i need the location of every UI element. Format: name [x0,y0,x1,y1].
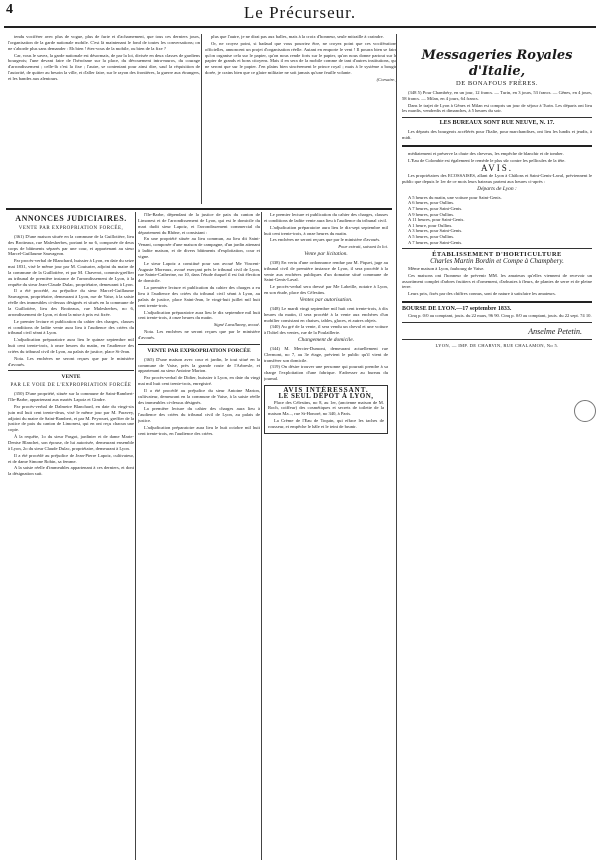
departure-row [402,240,592,246]
annonce-paragraph: Par procès-verbal de Blanchard, huissier à Lyon, en date du seize mai 1831, visé le même jour par M. Couturier, adjoint du maire de la commune de la Guillotière, et par M. Chaverot, commis-greffier au tribunal de première instance de l'arrondissement de Lyon, à la requête du sieur Jean-Claude Dulac, propriétaire, demeurant à Lyon. [8,258,134,287]
etablissement-paragraph: Leurs prix, fixés par des chiffres connus, sont de nature à satisfaire les amateurs. [408,291,556,297]
annonces-header: ANNONCES JUDICIAIRES. [15,214,127,223]
column-divider [261,212,262,860]
messageries-subheading: DE BONAFOUS FRÈRES. [456,80,538,87]
annonce-paragraph: A la saisie réelle d'immeubles appartenant à ces derniers, et dont la désignation suit. [8,465,134,477]
section-rule [6,208,392,210]
annonce-paragraph: (348) Le mardi vingt septembre mil huit cent trente-trois, à dix heures du matin, il sera procédé à la vente aux enchères d'un mobilier consistant en chaises, tables, glaces, et autres objets. [264,305,388,323]
annonce-paragraph: En une propriété située au lieu commun, au lieu dit Saint-Venant, composée d'une maison de campagne, d'un jardin attenant à ladite maison, et de divers bâtiments d'exploitation, cour et vigne. [138,236,260,259]
annonce-paragraph: (365) D'une maison avec cour et jardin, le tout situé en la commune de Vaise, près la grande route de l'Arbresle, et appartenant au sieur Antoine Marion. [138,356,260,374]
bourse-paragraph: Cinq p. 0/0 au comptant, jouis. du 22 mars, 96 90. Cinq p. 0/0 au comptant, jouis. du 22 sept. 74 10. [408,312,592,318]
annonce-paragraph: Par procès-verbal de Dalmeire Blanchard, en date du vingt-six juin mil huit cent trente-deux, visé le même jour par M. Paravey, adjoint du maire de Saint-Rambert, et par M. Peyrouet, greffier de la justice de paix du canton de Limonest, qui en ont reçu chacun une copie. [8,403,134,433]
messageries-paragraph: Les départs des bourgeois accélérés pour l'Italie, pour marchandises, ont lieu les lundis et jeudis, à midi. [402,129,592,140]
annonce-paragraph: (319) On désire trouver une personne qui pourrait prendre à sa charge l'exploitation d'une fabrique. S'adresser au bureau du journal. [264,364,388,382]
masthead-rule [4,26,596,28]
annonce-paragraph: Nota. Les enchères ne seront reçues que par le ministère d'avoués. [8,355,134,367]
annonce-paragraph: L'adjudication préparatoire aura lieu le dix septembre mil huit cent trente-trois, à onze heures du matin. [138,309,260,321]
divider [138,344,260,345]
annonce-paragraph: l'Ile-Barbe, dépendant de la justice de paix du canton de Limonest et de l'arrondissement de Lyon, qui est le domicile du mari dudit sieur Lapoiz, et l'arrondissement commercial du département du Rhône, et consistant : [138,212,260,235]
vente-header: VENTE PAR EXPROPRIATION FORCÉE [147,347,251,354]
departures-heading: Départs de Lyon : [477,185,517,192]
messageries-column [402,34,592,860]
divider [402,339,592,340]
divider [8,370,134,371]
annonce-paragraph: Pour extrait, suivant la loi. [338,244,388,250]
messageries-paragraph: Dans le trajet de Lyon à Gênes et Milan est compris un jour de séjour à Turin. Les départs ont lieu les mardis, vendredis et dimanches, à 5 heures du soir. [402,102,592,114]
avis-interessant-header: AVIS INTÉRESSANT. [283,385,369,394]
annonce-paragraph: L'adjudication préparatoire aura lieu le quinze septembre mil huit cent trente-trois, à onze heures du matin, en l'audience des criées du tribunal civil de Lyon, au palais de justice, place St-Jean. [8,337,134,354]
annonce-paragraph: Nota. Les enchères ne seront reçues que par le ministère d'avoués. [138,329,260,340]
annonce-paragraph: Les enchères ne seront reçues que par le ministère d'avoués. [270,237,381,243]
avis-paragraph: La Crème de l'Eau de Toquin, qui efface les taches de rousseur, et empêche le hâle et le teint de brunir. [268,418,384,429]
divider [402,145,592,147]
top-column-left [8,34,200,204]
annonces-column [8,212,134,860]
divider [402,301,592,303]
vente-header: VENTE [61,374,81,381]
messageries-paragraph: (348 5) Pour Chambéry, en un jour, 12 francs. — Turin, en 3 jours, 53 francs. — Gênes, en 4 jours, 58 francs. — Milan, en 4 jours, 64 francs. [402,89,592,101]
vente-licitation-header: Vente par licitation. [304,251,348,258]
avis-paragraph: Les propriétaires des ECOSSAISES, allant de Lyon à Châlons et Saint-Genis-Laval, préviennent le public que depuis le 1er de ce mois leurs bateaux partent aux heures ci-après : [402,173,592,185]
annonce-paragraph: La première lecture et publication du cahier des charges a eu lieu à l'audience des criées du tribunal civil séant à Lyon, au palais de justice, place Saint-Jean, le vingt-huit juillet mil huit cent trente-trois. [138,285,260,308]
article-paragraph: Or, ne croyez point, si badaud que vous pourriez être, ne croyez point que ces vociférations officielles, annoncent un projet d'organisation réelle. Autant en emporte le vent ! Il pourra bien se faire qu'on organise cela sur le papier, qu'on nous rende forts sur le papier, qu'on nous donne partout sur le papier de grands et bons citoyens. Mais il en sera de la mobile comme de tant d'autres institutions, qui ne seront que sur le papier. J'en plains bien sincèrement le prince royal ; mais à le système a bougie dorée, je crains bien que ce glaire militaire ne soit jamais qu'une feuille volante. [205,40,397,76]
departure-text: A 1 heure, pour Oullins. [408,222,453,228]
avis-heading: AVIS. [480,163,514,174]
middle-column [138,212,260,860]
annonce-paragraph: L'adjudication préparatoire aura lieu le dix-sept septembre mil huit cent trente-trois, à onze heures du matin. [264,224,388,236]
article-source: (Corsaire.) [376,76,397,82]
etablissement-paragraph: Même maison à Lyon, faubourg de Vaise. [408,265,485,271]
vente-subheader: PAR LE VOIE DE L'EXPROPRIATION FORCÉE [10,383,132,389]
departure-text: A 3 heures, pour Saint-Genis. [408,228,463,234]
top-column-right [205,34,397,204]
annonce-paragraph: (350) D'une propriété, située sur la commune de Saint-Rambert-l'Ile-Barbe, appartenant aux mariés Lapoiz et Gindre. [8,391,134,403]
newspaper-title: Le Précurseur. [243,3,357,22]
annonce-paragraph: (361) D'une maison située en la commune de la Guillotière, lieu des Brotteaux, rue Malesherbes, portant le no 6, composée de deux corps de bâtiments séparés par une cour, et appartenant au sieur Marcel-Guillaume Sauvageon. [8,233,134,257]
annonce-paragraph: Le premier lecture et publication du cahier des charges, clauses et conditions de ladite vente aura lieu à l'audience des criées du tribunal civil séant à Lyon. [8,318,134,336]
column-divider [135,212,136,860]
annonce-paragraph: Le procès-verbal sera dressé par Me Labeille, notaire à Lyon, en son étude, place des Célestins. [264,284,388,296]
departure-text: A 5 heures du matin, une voiture pour Saint-Genis. [408,194,502,200]
annonce-paragraph: Il a été procédé, au préjudice du sieur Marcel-Guillaume Sauvageon, propriétaire, demeurant à Lyon, rue de Vaise, à la saisie réelle des immeubles ci-dessus désignés et situés en la commune de la Guillotière, lieu des Brotteaux, rue Malesherbes, no 6, arrondissement de Lyon, et dont la mise à prix est fixée. [8,288,134,317]
page-number: 4 [6,2,13,17]
divider [402,248,592,249]
annonce-paragraph: Il a été procédé au préjudice du sieur Antoine Marion, cultivateur, demeurant en la commune de Vaise, à la saisie réelle des immeubles ci-dessus désignés. [138,387,260,405]
changement-domicile-header: Changement de domicile. [297,337,355,344]
divider [402,117,592,118]
annonces-subheader: VENTE PAR EXPROPRIATION FORCÉE, [18,226,124,231]
article-paragraph: tendu vociférer avec plus de vogue, plus de furie et d'acharnement, que tous ces derniers jours, l'organisation de la garde nationale mobile. C'est là maintenant le fond de toutes les conversations; on ne s'aborde plus sans demander : Eh bien ! êtes-vous de la mobile, ou bien de la fixe ? [8,34,200,51]
annonce-paragraph: La première lecture du cahier des charges aura lieu à l'audience des criées du tribunal civil de Lyon, au palais de justice. [138,406,260,424]
library-stamp-icon [574,400,596,422]
etablissement-name: Charles Martin Bordin et Compe à Champbery. [430,257,564,265]
column-divider [396,34,397,860]
annonce-paragraph: (338) En vertu d'une ordonnance rendue par M. Piquet, juge au tribunal civil de première instance de Lyon, il sera procédé à la vente aux enchères publiques d'un domaine situé commune de Saint-Genis-Laval. [264,259,388,283]
column-divider [201,34,202,204]
printer-imprint: LYON, — IMP. DE CHARVIN, RUE CHALAMON, No 5. [435,342,559,348]
divider [402,322,592,323]
etablissement-heading: ÉTABLISSEMENT D'HORTICULTURE [432,251,562,259]
avoue-signature: Signé Lavallanny, avoué. [213,322,260,328]
annonce-paragraph: Il a été procédé au préjudice de Jean-Pierre Lapoiz, cultivateur, et de dame Simone Robin, sa femme. [8,452,134,464]
right-lower-column [264,212,388,860]
bureaux-heading: LES BUREAUX SONT RUE NEUVE, N. 17. [439,120,555,127]
etablissement-paragraph: Ces maisons ont l'honneur de prévenir MM. les amateurs qu'elles viennent de recevoir un assortiment complet d'arbres fruitiers et d'ornement, d'arbustes à fleurs, de plantes de serre et de pleine terre. [402,272,592,290]
annonce-paragraph: Par procès-verbal de Didier, huissier à Lyon, en date du vingt mai mil huit cent trente-trois, enregistré. [138,375,260,387]
annonce-paragraph: À la requête, 1o du sieur Pasgot, jardinier et de dame Marie-Denise Blanchet, son épouse, de lui autorisée, demeurant ensemble à Lyon, 2o du sieur Claude Dulac, propriétaire, demeurant à Lyon. [8,434,134,451]
bourse-heading: BOURSE DE LYON.—17 septembre 1833. [402,306,512,313]
masthead [4,0,596,34]
annonce-paragraph: L'adjudication préparatoire aura lieu le huit octobre mil huit cent trente-trois, en l'audience des criées. [138,425,260,436]
cosmetic-paragraph: médiatement et préserve la chute des cheveux, les empêche de blanchir et de tomber. [408,150,564,156]
depot-title: LE SEUL DÉPOT À LYON, [278,391,374,400]
departure-text: A 7 heures, pour Saint-Genis. [408,206,463,211]
cosmetic-paragraph: L'Eau de Colombie est également le remède le plus sûr contre les pellicules de la tête. [408,157,566,163]
gerant-signature: Anselme Petetin. [528,326,582,336]
annonce-paragraph: Le sieur Lapoiz a constitué pour son avoué Me Vincent-Auguste Moreaux, avoué exerçant près le tribunal civil de Lyon, rue Sainte-Catherine, no 10, dans l'étude duquel il est fait élection de domicile. [138,260,260,284]
departure-text: A 5 heures, pour Oullins. [408,233,455,239]
annonce-paragraph: Le premier lecture et publication du cahier des charges, clauses et conditions de ladite vente aura lieu à l'audience du tribunal civil. [264,212,388,223]
messageries-heading: Messageries Royales d'Italie, [421,48,573,79]
avis-interessant-box [264,385,388,434]
departure-text: A 11 heures, pour Saint-Genis. [408,217,465,223]
departure-text: A 7 heures, pour Saint-Genis. [408,239,463,245]
annonce-paragraph: (344) M. Mercier-Dumont, demeurant actuellement rue Clermont, no 7, au 3e étage, prévient le public qu'il vient de transférer son domicile. [264,345,388,363]
avis-paragraph: Place des Célestins, no 8, au 1er, (ancienne maison de M. Roch, coiffeur) des cosmétiques et secrets de toilette de la maison Ma..., rue St-Honoré, no 340, à Paris. [268,399,384,417]
article-paragraph: Car, vous le savez, la garde nationale est désormais, de par la loi, divisée en deux classes de gardiens bourgeois; l'une devant faire de l'héroïsme sur la place, du dévouement intra-muros, du courage d'arrondissement ; celle-là c'est la fixe ; l'autre, se contentant pour ainsi dire, sauf la réquisition de l'autorité, de quitter au besoin la ville, et d'aller faire, sur le rayon des frontières, la guerre aux étrangers, et les bandes aux alentours. [8,52,200,81]
article-paragraph: plus que l'autre, je ne dirai pas aux balles, mais à la croix d'honneur, seule mitraille à craindre. [211,34,384,39]
ventes-autorisation-header: Ventes par autorisation. [299,296,353,303]
departure-text: A 9 heures, pour Oullins. [408,211,455,217]
annonce-paragraph: (340) Au gré de la vente, il sera vendu un cheval et une voiture à l'hôtel des ventes, rue de la Poulaillerie. [264,324,388,336]
departure-text: A 6 heures, pour Oullins. [408,200,455,206]
